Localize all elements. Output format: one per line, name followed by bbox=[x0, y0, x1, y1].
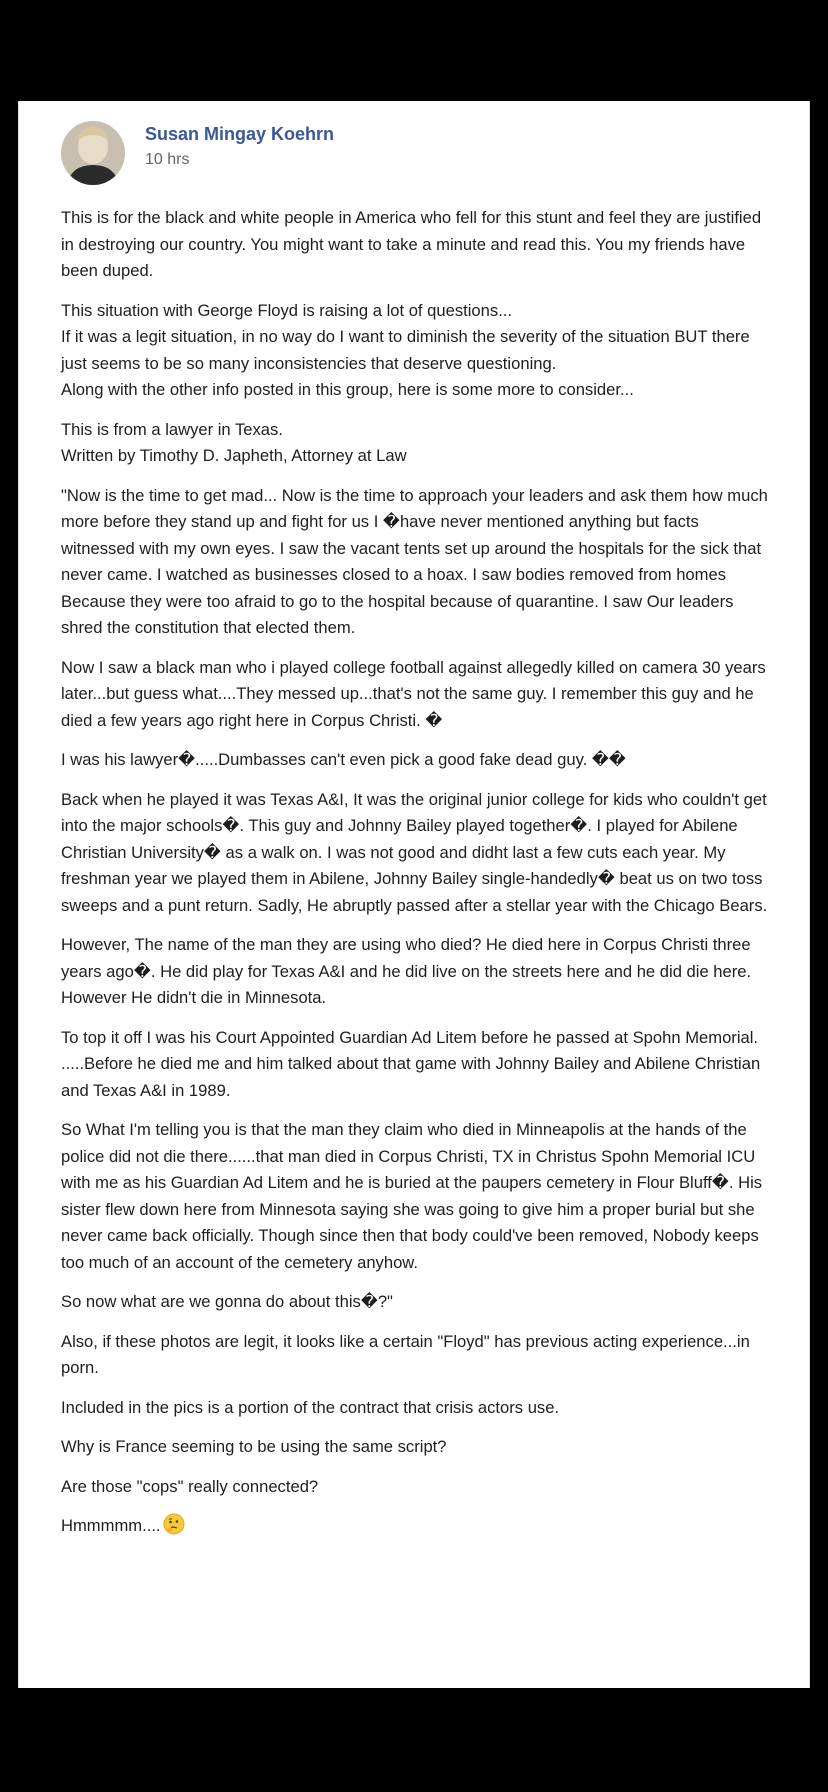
post-header bbox=[61, 101, 771, 205]
author-name[interactable]: Susan Mingay Koehrn bbox=[145, 124, 335, 144]
post-closing-text: Hmmmmm.... bbox=[61, 1516, 161, 1535]
thinking-face-icon bbox=[163, 1513, 185, 1544]
post-timestamp[interactable]: 10 hrs bbox=[145, 151, 190, 168]
post-paragraph: This is for the black and white people in America who fell for this stunt and feel they are justified in destroying our country. You might want to take a minute and read this. You my friends have been duped. bbox=[61, 208, 762, 280]
post-paragraph: Are those "cops" really connected? bbox=[61, 1476, 319, 1496]
post-body bbox=[61, 205, 771, 1544]
post-paragraph: Back when he played it was Texas A&I, It was the original junior college for kids who couldn't get into the major schools�. This guy and Johnny Bailey played together�. I played for Abilene Christian University� as a walk on. I was not good and didht last a few cuts each year. My freshman year we played them in Abilene, Johnny Bailey single-handedly� beat us on two toss sweeps and a punt return. Sadly, He abruptly passed after a stellar year with the Chicago Bears. bbox=[61, 789, 768, 915]
post-paragraph: Also, if these photos are legit, it looks like a certain "Floyd" has previous acting experience...in porn. bbox=[61, 1331, 750, 1377]
post-paragraph: So now what are we gonna do about this�?" bbox=[61, 1292, 393, 1311]
post-paragraph: This situation with George Floyd is raising a lot of questions... If it was a legit situation, in no way do I want to diminish the severity of the situation BUT there just seems to be so many inconsistencies that deserve questioning. Along with the other info posted in this group, here is some more to consider... bbox=[61, 300, 750, 399]
post-paragraph: To top it off I was his Court Appointed Guardian Ad Litem before he passed at Spohn Memorial. .....Before he died me and him talked about that game with Johnny Bailey and Abilene Christian and Texas A&I in 1989. bbox=[61, 1027, 761, 1100]
post-paragraph: Why is France seeming to be using the same script? bbox=[61, 1437, 447, 1456]
post-paragraph: However, The name of the man they are using who died? He died here in Corpus Christi three years ago�. He did play for Texas A&I and he did live on the streets here and he did die here. However He didn't die in Minnesota. bbox=[61, 935, 752, 1007]
post-card bbox=[18, 101, 810, 1688]
avatar-image bbox=[61, 121, 125, 185]
post-paragraph: "Now is the time to get mad... Now is the time to approach your leaders and ask them how much more before they stand up and fight for us I �have never mentioned anything but facts witnessed with my own eyes. I saw the vacant tents set up around the hospitals for the sick that never came. I watched as businesses closed to a hoax. I saw bodies removed from homes Because they were too afraid to go to the hospital because of quarantine. I saw Our leaders shred the constitution that elected them. bbox=[61, 485, 768, 637]
post-closing-line bbox=[61, 1513, 771, 1544]
post-paragraph: This is from a lawyer in Texas. Written by Timothy D. Japheth, Attorney at Law bbox=[61, 419, 407, 465]
avatar[interactable] bbox=[61, 121, 125, 185]
post-paragraph: So What I'm telling you is that the man they claim who died in Minneapolis at the hands of the police did not die there......that man died in Corpus Christi, TX in Christus Spohn Memorial ICU with me as his Guardian Ad Litem and he is buried at the paupers cemetery in Flour Bluff�. His sister flew down here from Minnesota saying she was going to give him a proper burial but she never came back officially. Though since then that body could've been removed, Nobody keeps too much of an account of the cemetery anyhow. bbox=[61, 1120, 763, 1272]
post-paragraph: Included in the pics is a portion of the contract that crisis actors use. bbox=[61, 1397, 560, 1417]
post-paragraph: I was his lawyer�.....Dumbasses can't even pick a good fake dead guy. �� bbox=[61, 750, 626, 769]
post-paragraph: Now I saw a black man who i played college football against allegedly killed on camera 30 years later...but guess what....They messed up...that's not the same guy. I remember this guy and he died a few years ago right here in Corpus Christi. � bbox=[61, 657, 766, 730]
